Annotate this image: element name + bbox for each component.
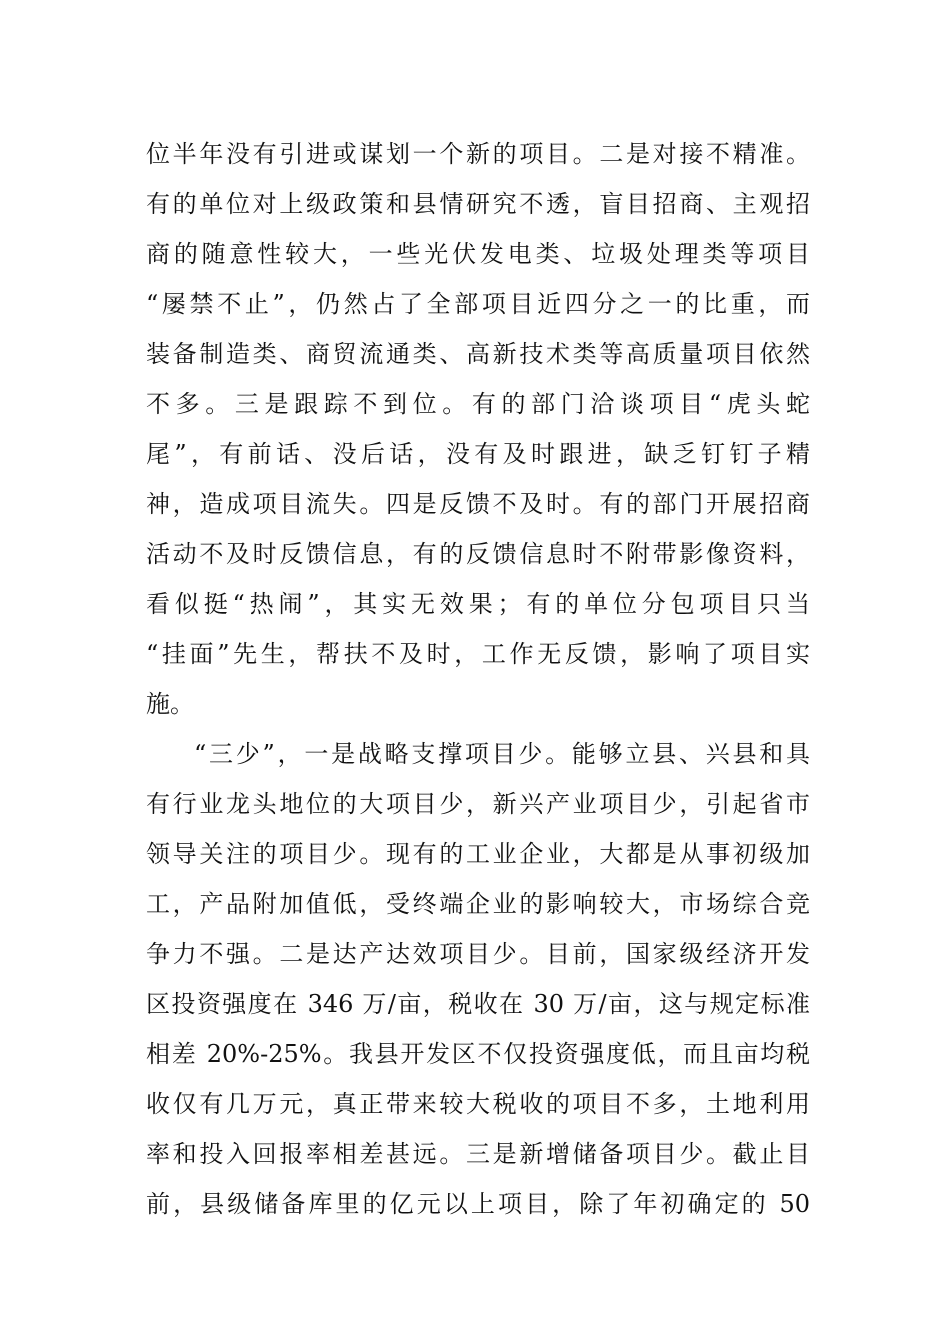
text-line: 活动不及时反馈信息，有的反馈信息时不附带影像资料，	[146, 540, 810, 568]
text-line: 尾”，有前话、没后话，没有及时跟进，缺乏钉钉子精	[146, 440, 810, 468]
text-line: 工，产品附加值低，受终端企业的影响较大，市场综合竞	[146, 890, 810, 918]
paragraph-1	[146, 129, 810, 729]
text-line: “三少”，一是战略支撑项目少。能够立县、兴县和具	[194, 740, 810, 768]
document-body	[146, 129, 810, 1229]
text-line: 率和投入回报率相差甚远。三是新增储备项目少。截止目	[146, 1140, 810, 1168]
text-line: 看似挺“热闹”，其实无效果；有的单位分包项目只当	[146, 590, 810, 618]
text-line: 神，造成项目流失。四是反馈不及时。有的部门开展招商	[146, 490, 810, 518]
text-line: “屡禁不止”，仍然占了全部项目近四分之一的比重，而	[146, 290, 810, 318]
paragraph-2	[146, 729, 810, 1229]
text-line: 收仅有几万元，真正带来较大税收的项目不多，土地利用	[146, 1090, 810, 1118]
text-line: “挂面”先生，帮扶不及时，工作无反馈，影响了项目实	[146, 640, 810, 668]
text-line: 争力不强。二是达产达效项目少。目前，国家级经济开发	[146, 940, 810, 968]
text-line: 装备制造类、商贸流通类、高新技术类等高质量项目依然	[146, 340, 810, 368]
text-line: 施。	[146, 690, 194, 718]
text-line: 商的随意性较大，一些光伏发电类、垃圾处理类等项目	[146, 240, 810, 268]
text-line: 不多。三是跟踪不到位。有的部门洽谈项目“虎头蛇	[146, 390, 810, 418]
text-line: 前，县级储备库里的亿元以上项目，除了年初确定的 50	[146, 1190, 810, 1218]
text-line: 有行业龙头地位的大项目少，新兴产业项目少，引起省市	[146, 790, 810, 818]
text-line: 位半年没有引进或谋划一个新的项目。二是对接不精准。	[146, 140, 810, 168]
text-line: 相差 20%-25%。我县开发区不仅投资强度低，而且亩均税	[146, 1040, 810, 1068]
text-line: 区投资强度在 346 万/亩，税收在 30 万/亩，这与规定标准	[146, 990, 810, 1018]
text-line: 有的单位对上级政策和县情研究不透，盲目招商、主观招	[146, 190, 810, 218]
text-line: 领导关注的项目少。现有的工业企业，大都是从事初级加	[146, 840, 810, 868]
